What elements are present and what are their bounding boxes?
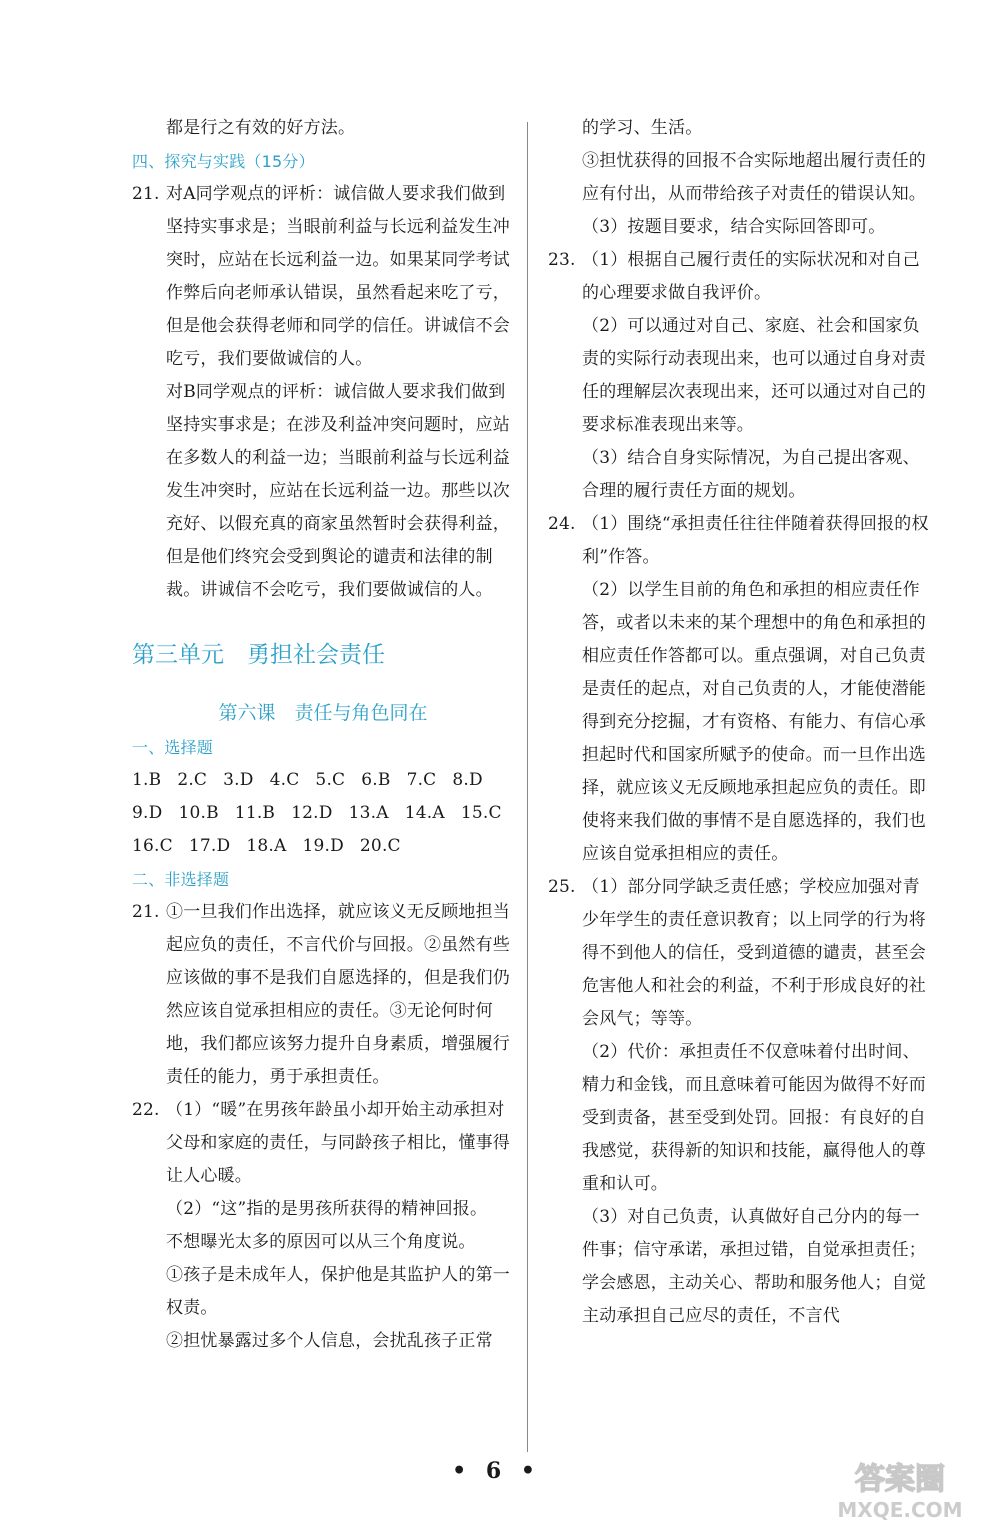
question-number: 21. bbox=[132, 184, 160, 204]
answer-22 bbox=[132, 1094, 514, 1358]
question-number: 24. bbox=[548, 514, 576, 534]
right-column bbox=[548, 112, 933, 1333]
answer-text: （3）对自己负责，认真做好自己分内的每一件事；信守承诺，承担过错，自觉承担责任；学会感恩，主动关心、帮助和服务他人；自觉主动承担自己应尽的责任，不言代 bbox=[582, 1207, 926, 1326]
answer-24 bbox=[548, 508, 933, 871]
choice-answer: 8.D bbox=[452, 770, 483, 790]
choice-answer: 4.C bbox=[269, 770, 300, 790]
answer-text: （3）按题目要求，结合实际回答即可。 bbox=[582, 217, 886, 237]
answer-23 bbox=[548, 244, 933, 508]
intro-text: 都是行之有效的好方法。 bbox=[166, 118, 356, 138]
choice-answer: 7.C bbox=[406, 770, 437, 790]
choice-answer: 14.A bbox=[404, 803, 445, 823]
question-number: 25. bbox=[548, 877, 576, 897]
choice-answer: 17.D bbox=[188, 836, 231, 856]
answer-text: ③担忧获得的回报不合实际地超出履行责任的应有付出，从而带给孩子对责任的错误认知。 bbox=[582, 151, 926, 204]
answer-21 bbox=[132, 896, 514, 1094]
answer-text: （2）“这”指的是男孩所获得的精神回报。 bbox=[166, 1199, 488, 1219]
choice-answer: 16.C bbox=[132, 836, 173, 856]
choice-answer: 9.D bbox=[132, 803, 163, 823]
answer-text: 对A同学观点的评析：诚信做人要求我们做到坚持实事求是；当眼前利益与长远利益发生冲突时，应站在长远利益一边。如果某同学考试作弊后向老师承认错误，虽然看起来吃了亏，但是他会获得老师和同学的信任。讲诚信不会吃亏，我们要做诚信的人。 bbox=[166, 184, 510, 369]
answer-row bbox=[132, 797, 514, 830]
page-number: • 6 • bbox=[452, 1458, 541, 1484]
question-number: 22. bbox=[132, 1100, 160, 1120]
answer-text: （1）围绕“承担责任往往伴随着获得回报的权利”作答。 bbox=[582, 514, 929, 567]
question-21 bbox=[132, 178, 514, 607]
left-column bbox=[132, 112, 514, 1358]
choice-answer: 6.B bbox=[361, 770, 391, 790]
answer-text: （2）代价：承担责任不仅意味着付出时间、精力和金钱，而且意味着可能因为做得不好而受到责备，甚至受到处罚。回报：有良好的自我感觉，获得新的知识和技能，赢得他人的尊重和认可。 bbox=[582, 1042, 926, 1194]
answer-text: 不想曝光太多的原因可以从三个角度说。 bbox=[166, 1232, 476, 1252]
question-number: 21. bbox=[132, 902, 160, 922]
lesson-title: 第六课 责任与角色同在 bbox=[218, 702, 428, 724]
choice-answer: 15.C bbox=[460, 803, 502, 823]
choice-answer: 13.A bbox=[348, 803, 389, 823]
choice-answer: 2.C bbox=[177, 770, 208, 790]
answer-text: 对B同学观点的评析：诚信做人要求我们做到坚持实事求是；在涉及利益冲突问题时，应站在多数人的利益一边；当眼前利益与长远利益发生冲突时，应站在长远利益一边。那些以次充好、以假充真的商家虽然暂时会获得利益，但是他们终究会受到舆论的谴责和法律的制裁。讲诚信不会吃亏，我们要做诚信的人。 bbox=[166, 382, 510, 600]
answer-text: ②担忧暴露过多个人信息，会扰乱孩子正常 bbox=[166, 1331, 493, 1351]
watermark-top: 答案圈 bbox=[855, 1462, 945, 1497]
answer-text: （3）结合自身实际情况，为自己提出客观、合理的履行责任方面的规划。 bbox=[582, 448, 920, 501]
answer-text: （2）以学生目前的角色和承担的相应责任作答，或者以未来的某个理想中的角色和承担的相应责任作答都可以。重点强调，对自己负责是责任的起点，对自己负责的人，才能使潜能得到充分挖掘，才有资格、有能力、有信心承担起时代和国家所赋予的使命。而一旦作出选择，就应该义无反顾地承担起应负的责任。即使将来我们做的事情不是自愿选择的，我们也应该自觉承担相应的责任。 bbox=[582, 580, 926, 864]
answer-text: ①一旦我们作出选择，就应该义无反顾地担当起应负的责任，不言代价与回报。②虽然有些应该做的事不是我们自愿选择的，但是我们仍然应该自觉承担相应的责任。③无论何时何地，我们都应该努力提升自身素质，增强履行责任的能力，勇于承担责任。 bbox=[166, 902, 510, 1087]
unit-title: 第三单元 勇担社会责任 bbox=[132, 642, 385, 668]
answer-key bbox=[132, 764, 514, 863]
section-heading-choice: 一、选择题 bbox=[132, 738, 214, 757]
choice-answer: 12.D bbox=[291, 803, 333, 823]
answer-text: （2）可以通过对自己、家庭、社会和国家负责的实际行动表现出来，也可以通过自身对责任的理解层次表现出来，还可以通过对自己的要求标准表现出来等。 bbox=[582, 316, 926, 435]
answer-row bbox=[132, 764, 514, 797]
choice-answer: 18.A bbox=[246, 836, 287, 856]
section-heading-nonchoice: 二、非选择题 bbox=[132, 870, 230, 889]
answer-row bbox=[132, 830, 514, 863]
choice-answer: 5.C bbox=[315, 770, 346, 790]
answer-text: ①孩子是未成年人，保护他是其监护人的第一权责。 bbox=[166, 1265, 510, 1318]
watermark-logo bbox=[820, 1455, 980, 1525]
section-heading-4: 四、探究与实践（15分） bbox=[132, 152, 315, 171]
watermark-bottom: MXQE.COM bbox=[837, 1498, 963, 1522]
choice-answer: 19.D bbox=[302, 836, 344, 856]
question-number: 23. bbox=[548, 250, 576, 270]
answer-25 bbox=[548, 871, 933, 1333]
choice-answer: 1.B bbox=[132, 770, 162, 790]
column-divider bbox=[527, 122, 528, 1452]
choice-answer: 11.B bbox=[234, 803, 276, 823]
answer-text: （1）根据自己履行责任的实际状况和对自己的心理要求做自我评价。 bbox=[582, 250, 920, 303]
answer-text: （1）部分同学缺乏责任感；学校应加强对青少年学生的责任意识教育；以上同学的行为将得不到他人的信任，受到道德的谴责，甚至会危害他人和社会的利益，不利于形成良好的社会风气；等等。 bbox=[582, 877, 926, 1029]
choice-answer: 3.D bbox=[223, 770, 254, 790]
choice-answer: 20.C bbox=[359, 836, 401, 856]
answer-text: （1）“暖”在男孩年龄虽小却开始主动承担对父母和家庭的责任，与同龄孩子相比，懂事得让人心暖。 bbox=[166, 1100, 510, 1186]
choice-answer: 10.B bbox=[178, 803, 219, 823]
answer-text: 的学习、生活。 bbox=[582, 118, 703, 138]
